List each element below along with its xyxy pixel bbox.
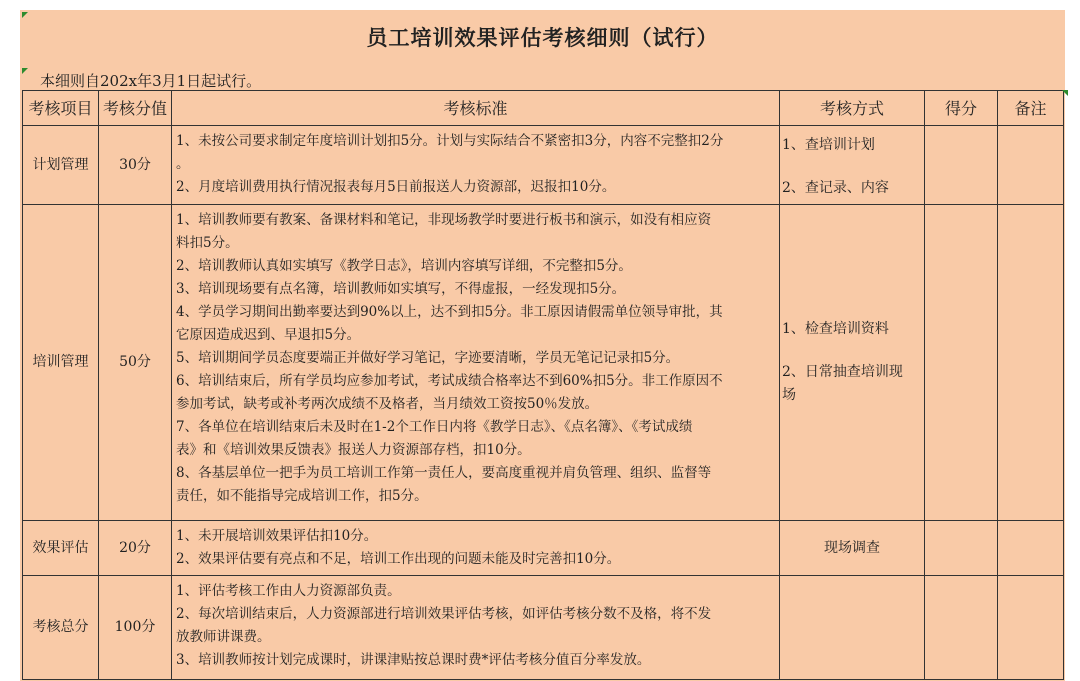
table-row xyxy=(23,576,1064,680)
assessment-table xyxy=(22,90,1064,680)
table-row xyxy=(23,521,1064,576)
remark-cell[interactable] xyxy=(998,205,1064,521)
standard-line: 2、效果评估要有亮点和不足，培训工作出现的问题未能及时完善扣10分。 xyxy=(176,551,621,567)
standard-line: 1、未开展培训效果评估扣10分。 xyxy=(176,528,378,544)
method-cell[interactable] xyxy=(780,576,925,680)
standard-cell[interactable] xyxy=(172,521,780,576)
score-cell[interactable]: 20分 xyxy=(99,521,172,576)
remark-cell[interactable] xyxy=(998,126,1064,205)
item-cell[interactable]: 考核总分 xyxy=(23,576,99,680)
standard-line: 责任，如不能指导完成培训工作，扣5分。 xyxy=(176,488,428,504)
header-standard[interactable]: 考核标准 xyxy=(172,91,780,126)
method-cell[interactable] xyxy=(780,126,925,205)
cell-comment-marker-icon xyxy=(22,68,28,74)
standard-line: 参加考试，缺考或补考两次成绩不及格者，当月绩效工资按50％发放。 xyxy=(176,396,599,412)
header-method[interactable]: 考核方式 xyxy=(780,91,925,126)
header-row xyxy=(23,91,1064,126)
points-cell[interactable] xyxy=(925,576,998,680)
header-points[interactable]: 得分 xyxy=(925,91,998,126)
score-cell[interactable]: 30分 xyxy=(99,126,172,205)
standard-line: 7、各单位在培训结束后未及时在1-2个工作日内将《教学日志》、《点名簿》、《考试成绩 xyxy=(176,419,693,435)
standard-line: 1、评估考核工作由人力资源部负责。 xyxy=(176,583,401,599)
remark-cell[interactable] xyxy=(998,576,1064,680)
standard-line: 2、月度培训费用执行情况报表每月5日前报送人力资源部，迟报扣10分。 xyxy=(176,179,616,195)
points-cell[interactable] xyxy=(925,521,998,576)
standard-line: 3、培训教师按计划完成课时，讲课津贴按总课时费*评估考核分值百分率发放。 xyxy=(176,652,651,668)
standard-line: 料扣5分。 xyxy=(176,235,239,251)
method-line: 1、查培训计划 xyxy=(782,137,875,153)
item-cell[interactable]: 培训管理 xyxy=(23,205,99,521)
header-score[interactable]: 考核分值 xyxy=(99,91,172,126)
standard-cell[interactable] xyxy=(172,576,780,680)
cell-comment-marker-icon xyxy=(22,12,28,18)
method-line: 2、查记录、内容 xyxy=(782,180,889,196)
standard-line: 4、学员学习期间出勤率要达到90%以上，达不到扣5分。非工原因请假需单位领导审批，其 xyxy=(176,304,723,320)
cell-comment-marker-icon xyxy=(1062,90,1068,96)
standard-line: 1、培训教师要有教案、备课材料和笔记，非现场教学时要进行板书和演示，如没有相应资 xyxy=(176,212,712,228)
score-cell[interactable]: 50分 xyxy=(99,205,172,521)
standard-line: 它原因造成迟到、早退扣5分。 xyxy=(176,327,361,343)
standard-line: 5、培训期间学员态度要端正并做好学习笔记，字迹要清晰，学员无笔记记录扣5分。 xyxy=(176,350,680,366)
item-cell[interactable]: 计划管理 xyxy=(23,126,99,205)
header-item[interactable]: 考核项目 xyxy=(23,91,99,126)
spreadsheet-sheet xyxy=(20,10,1065,681)
effective-date-note: 本细则自202x年3月1日起试行。 xyxy=(40,72,262,90)
standard-cell[interactable] xyxy=(172,205,780,521)
standard-line: 6、培训结束后，所有学员均应参加考试，考试成绩合格率达不到60%扣5分。非工作原因不 xyxy=(176,373,723,389)
method-line: 场 xyxy=(782,387,796,403)
points-cell[interactable] xyxy=(925,126,998,205)
standard-line: 表》和《培训效果反馈表》报送人力资源部存档，扣10分。 xyxy=(176,442,531,458)
remark-cell[interactable] xyxy=(998,521,1064,576)
standard-line: 。 xyxy=(176,156,190,172)
standard-cell[interactable] xyxy=(172,126,780,205)
standard-line: 2、每次培训结束后，人力资源部进行培训效果评估考核，如评估考核分数不及格，将不发 xyxy=(176,606,712,622)
table-row xyxy=(23,126,1064,205)
standard-line: 放教师讲课费。 xyxy=(176,629,271,645)
score-cell[interactable]: 100分 xyxy=(99,576,172,680)
method-cell[interactable] xyxy=(780,205,925,521)
method-line: 1、检查培训资料 xyxy=(782,321,889,337)
standard-line: 2、培训教师认真如实填写《教学日志》，培训内容填写详细，不完整扣5分。 xyxy=(176,258,632,274)
header-remark[interactable]: 备注 xyxy=(998,91,1064,126)
points-cell[interactable] xyxy=(925,205,998,521)
standard-line: 3、培训现场要有点名簿，培训教师如实填写，不得虚报，一经发现扣5分。 xyxy=(176,281,626,297)
standard-line: 8、各基层单位一把手为员工培训工作第一责任人，要高度重视并肩负管理、组织、监督等 xyxy=(176,465,712,481)
table-row xyxy=(23,205,1064,521)
item-cell[interactable]: 效果评估 xyxy=(23,521,99,576)
document-title: 员工培训效果评估考核细则（试行） xyxy=(366,25,719,50)
method-line: 2、日常抽查培训现 xyxy=(782,364,903,380)
standard-line: 1、未按公司要求制定年度培训计划扣5分。计划与实际结合不紧密扣3分，内容不完整扣2分 xyxy=(176,133,724,149)
method-cell[interactable]: 现场调查 xyxy=(780,521,925,576)
